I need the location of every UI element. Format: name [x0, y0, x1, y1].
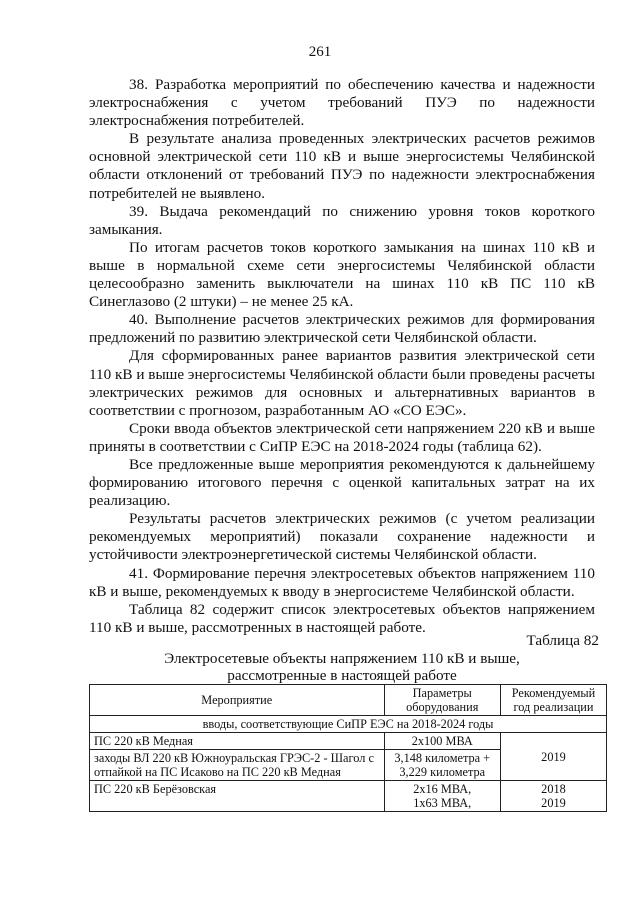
paragraph: Сроки ввода объектов электрической сети напряжением 220 кВ и выше приняты в соответствии с СиПР ЕЭС на 2018-2024 годы (таблица 62). — [89, 419, 595, 455]
header-year: Рекомендуемый год реализации — [500, 685, 606, 716]
header-event: Мероприятие — [90, 685, 385, 716]
page-number: 261 — [308, 44, 332, 60]
header-params: Параметры оборудования — [384, 685, 500, 716]
paragraph: 38. Разработка мероприятий по обеспечению качества и надежности электроснабжения с учетом требований ПУЭ по надежности электроснабжения потребителей. — [89, 76, 595, 130]
cell-params: 2х100 МВА — [384, 733, 500, 750]
table-title-line: Электросетевые объекты напряжением 110 кВ и выше, — [164, 650, 520, 667]
paragraph: 39. Выдача рекомендаций по снижению уровня токов короткого замыкания. — [89, 202, 595, 238]
year-line: 2019 — [541, 796, 566, 810]
group-label: вводы, соответствующие СиПР ЕЭС на 2018-2024 годы — [90, 716, 607, 733]
paragraph: Результаты расчетов электрических режимов (с учетом реализации рекомендуемых мероприятий) показали сохранение надежности и устойчивости электроэнергетической системы Челябинской области. — [89, 510, 595, 564]
cell-event: заходы ВЛ 220 кВ Южноуральская ГРЭС-2 - Шагол с отпайкой на ПС Исаково на ПС 220 кВ Медная — [90, 750, 385, 781]
year-line: 2018 — [541, 782, 566, 796]
param-line: 1х63 МВА, — [413, 796, 472, 810]
table-header-row — [90, 685, 607, 716]
param-line: 3,229 километра — [399, 765, 486, 779]
paragraph: 40. Выполнение расчетов электрических режимов для формирования предложений по развитию электрической сети Челябинской области. — [89, 311, 595, 347]
paragraph: Для сформированных ранее вариантов развития электрической сети 110 кВ и выше энергосистемы Челябинской области были проведены расчеты электрических режимов для основных и альтернативных вариантов в соответствии с прогнозом, разработанным АО «СО ЕЭС». — [89, 347, 595, 419]
paragraph: В результате анализа проведенных электрических расчетов режимов основной электрической сети 110 кВ и выше энергосистемы Челябинской области отклонений от требований ПУЭ по надежности электроснабжения потребителей не выявлено. — [89, 130, 595, 202]
paragraph: По итогам расчетов токов короткого замыкания на шинах 110 кВ и выше в нормальной схеме сети энергосистемы Челябинской области целесообразно заменить выключатели на шинах 110 кВ ПС 110 кВ Синеглазово (2 штуки) – не менее 25 кА. — [89, 238, 595, 311]
paragraph: Таблица 82 содержит список электросетевых объектов напряжением 110 кВ и выше, рассмотренных в настоящей работе. — [89, 600, 595, 636]
table-group-row — [90, 716, 607, 733]
paragraph: 41. Формирование перечня электросетевых объектов напряжением 110 кВ и выше, рекомендуемых к вводу в энергосистеме Челябинской области. — [89, 564, 595, 600]
table-label: Таблица 82 — [526, 632, 599, 649]
table-title-line: рассмотренные в настоящей работе — [227, 667, 457, 684]
cell-year-merged: 2019 — [500, 733, 606, 781]
cell-event: ПС 220 кВ Берёзовская — [90, 781, 385, 812]
objects-table — [89, 684, 607, 812]
cell-year — [500, 781, 606, 812]
table-row — [90, 733, 607, 750]
paragraph: Все предложенные выше мероприятия рекомендуются к дальнейшему формированию итогового перечня с оценкой капитальных затрат на их реализацию. — [89, 455, 595, 510]
table-row — [90, 781, 607, 812]
cell-params — [384, 781, 500, 812]
document-body — [89, 76, 595, 637]
param-line: 2х16 МВА, — [413, 782, 472, 796]
table-title — [89, 650, 595, 684]
cell-params — [384, 750, 500, 781]
cell-event: ПС 220 кВ Медная — [90, 733, 385, 750]
param-line: 3,148 километра + — [394, 751, 491, 765]
